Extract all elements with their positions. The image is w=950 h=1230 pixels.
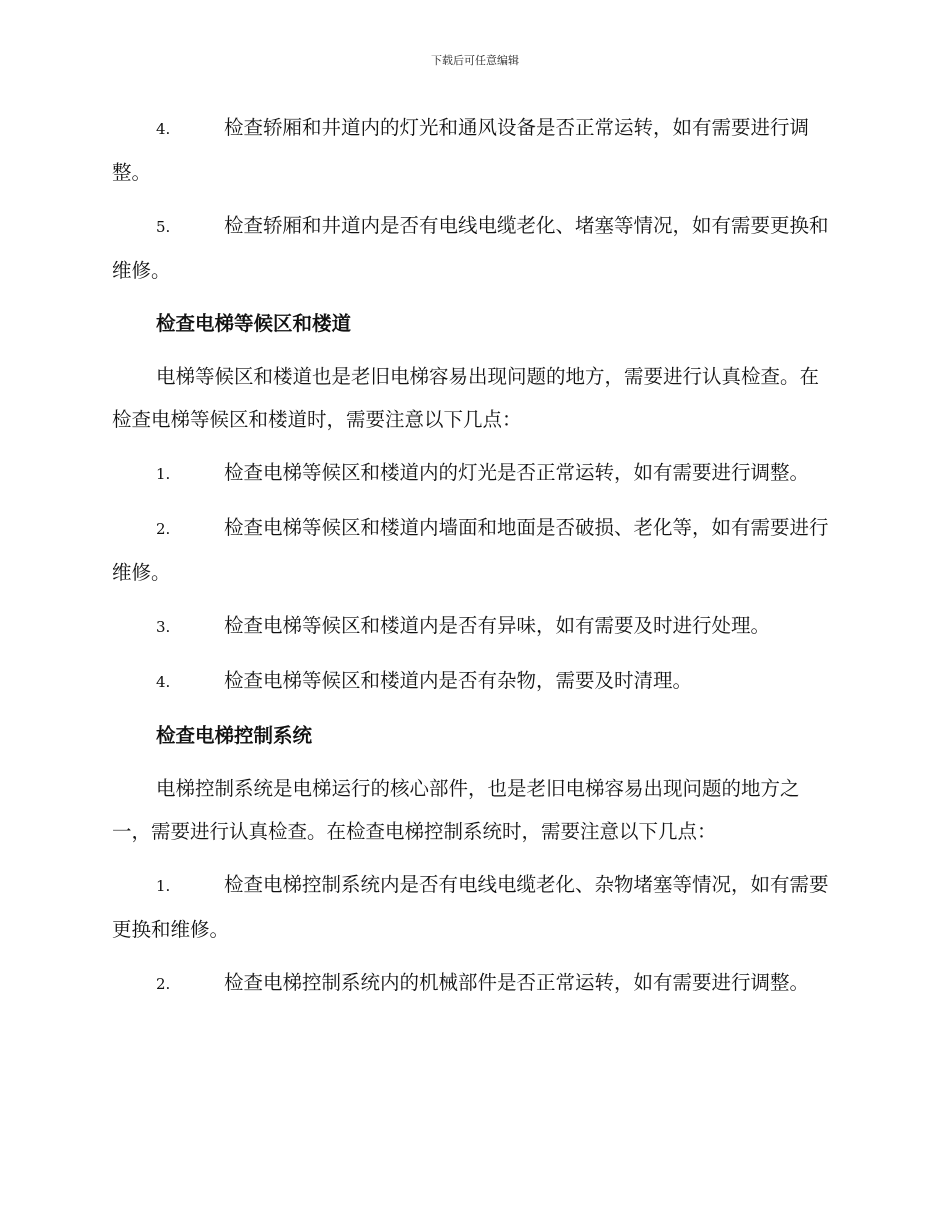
list-item-text: 检查电梯等候区和楼道内墙面和地面是否破损、老化等，如有需要进行维修。 — [112, 516, 829, 584]
list-item-text: 检查电梯等候区和楼道内是否有异味，如有需要及时进行处理。 — [224, 614, 771, 637]
list-item — [112, 106, 837, 194]
section-heading: 检查电梯等候区和楼道 — [156, 312, 352, 335]
list-item-number: 2. — [156, 975, 171, 993]
document-body — [112, 106, 837, 1016]
list-item-text: 检查轿厢和井道内的灯光和通风设备是否正常运转，如有需要进行调整。 — [112, 116, 810, 184]
list-item — [112, 204, 837, 292]
list-item-text: 检查轿厢和井道内是否有电线电缆老化、堵塞等情况，如有需要更换和维修。 — [112, 214, 829, 282]
list-item-number: 2. — [156, 520, 171, 538]
list-item-text: 检查电梯控制系统内是否有电线电缆老化、杂物堵塞等情况，如有需要更换和维修。 — [112, 873, 829, 941]
list-item — [112, 604, 837, 649]
paragraph: 电梯等候区和楼道也是老旧电梯容易出现问题的地方，需要进行认真检查。在检查电梯等候区和楼道时，需要注意以下几点： — [112, 365, 820, 431]
list-item — [112, 659, 837, 704]
list-item-number: 1. — [156, 465, 171, 483]
list-item-number: 4. — [156, 120, 171, 138]
list-item-number: 5. — [156, 218, 171, 236]
paragraph: 电梯控制系统是电梯运行的核心部件，也是老旧电梯容易出现问题的地方之一，需要进行认真检查。在检查电梯控制系统时，需要注意以下几点： — [112, 777, 800, 843]
list-item — [112, 451, 837, 496]
list-item-number: 4. — [156, 673, 171, 691]
page-header: 下载后可任意编辑 — [431, 54, 519, 67]
list-item-text: 检查电梯控制系统内的机械部件是否正常运转，如有需要进行调整。 — [224, 971, 810, 994]
list-item-number: 1. — [156, 877, 171, 895]
list-item — [112, 863, 837, 951]
list-item-text: 检查电梯等候区和楼道内的灯光是否正常运转，如有需要进行调整。 — [224, 461, 810, 484]
section-heading: 检查电梯控制系统 — [156, 724, 313, 747]
list-item-number: 3. — [156, 618, 171, 636]
list-item — [112, 506, 837, 594]
list-item — [112, 961, 837, 1006]
list-item-text: 检查电梯等候区和楼道内是否有杂物，需要及时清理。 — [224, 669, 693, 692]
